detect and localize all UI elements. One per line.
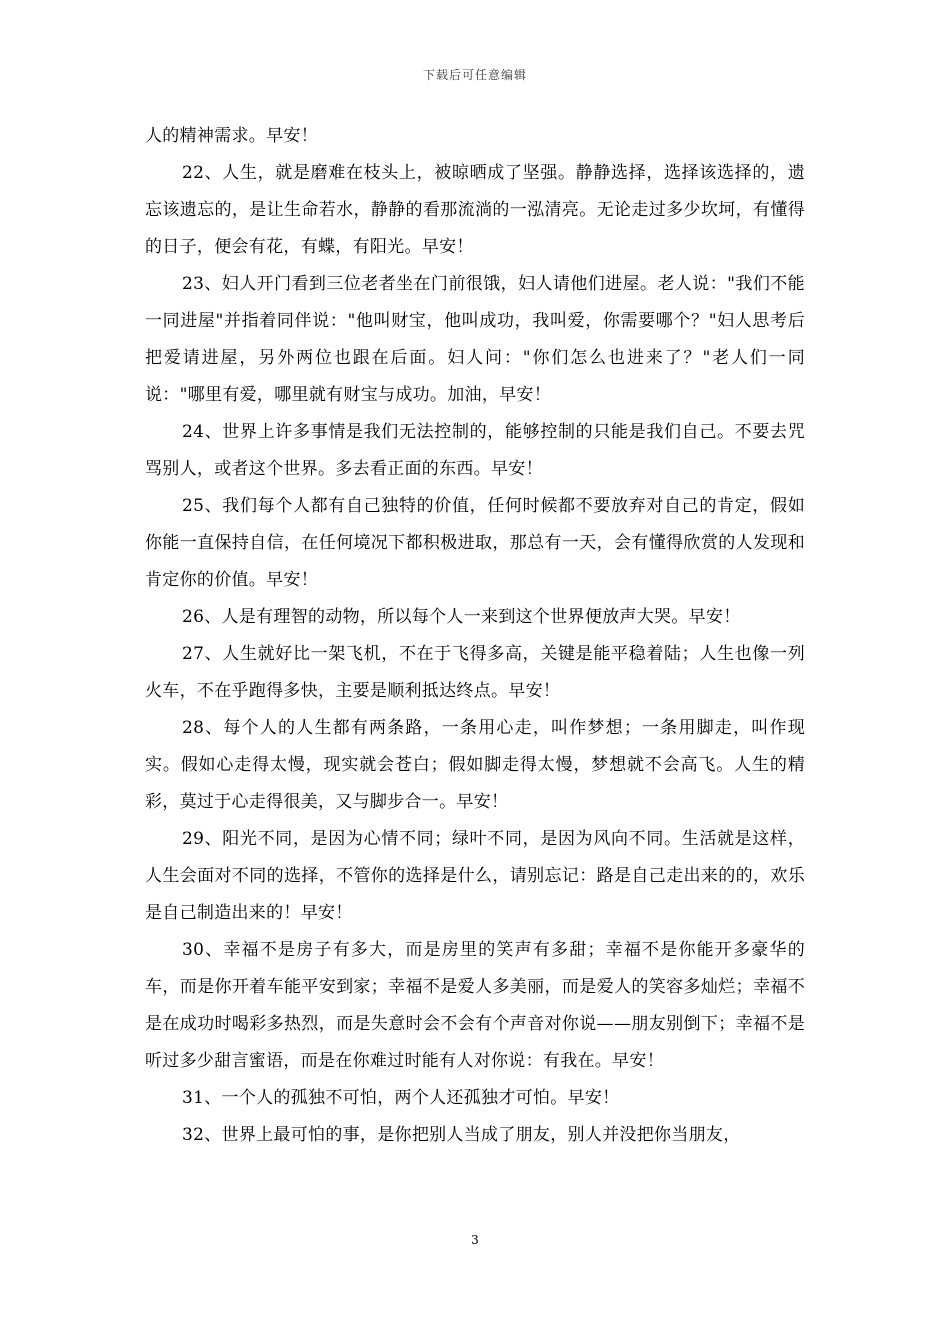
page-header: 下载后可任意编辑 [422, 68, 527, 82]
paragraph-26: 26、人是有理智的动物，所以每个人一来到这个世界便放声大哭。早安！ [182, 607, 741, 627]
paragraph-32: 32、世界上最可怕的事，是你把别人当成了朋友，别人并没把你当朋友， [182, 1125, 741, 1145]
paragraph-25: 25、我们每个人都有自己独特的价值，任何时候都不要放弃对自己的肯定，假如你能一直保持自信，在任何境况下都积极进取，那总有一天，会有懂得欣赏的人发现和肯定你的价值。早安！ [145, 496, 805, 590]
page-number: 3 [471, 1233, 479, 1247]
paragraph-22: 22、人生，就是磨难在枝头上，被晾晒成了坚强。静静选择，选择该选择的，遗忘该遗忘的，是让生命若水，静静的看那流淌的一泓清亮。无论走过多少坎坷，有懂得的日子，便会有花，有蝶，有阳光。早安！ [145, 163, 805, 257]
paragraph-27: 27、人生就好比一架飞机，不在于飞得多高，关键是能平稳着陆；人生也像一列火车，不在乎跑得多快，主要是顺利抵达终点。早安！ [145, 644, 805, 701]
document-body [145, 118, 805, 1154]
paragraph-continuation: 人的精神需求。早安！ [145, 126, 318, 146]
paragraph-28: 28、每个人的人生都有两条路，一条用心走，叫作梦想；一条用脚走，叫作现实。假如心走得太慢，现实就会苍白；假如脚走得太慢，梦想就不会高飞。人生的精彩，莫过于心走得很美，又与脚步合一。早安！ [145, 718, 805, 812]
paragraph-23: 23、妇人开门看到三位老者坐在门前很饿，妇人请他们进屋。老人说："我们不能一同进屋"并指着同伴说："他叫财宝，他叫成功，我叫爱，你需要哪个？"妇人思考后把爱请进屋，另外两位也跟在后面。妇人问："你们怎么也进来了？"老人们一同说："哪里有爱，哪里就有财宝与成功。加油，早安！ [145, 274, 805, 405]
paragraph-24: 24、世界上许多事情是我们无法控制的，能够控制的只能是我们自己。不要去咒骂别人，或者这个世界。多去看正面的东西。早安！ [145, 422, 805, 479]
paragraph-30: 30、幸福不是房子有多大，而是房里的笑声有多甜；幸福不是你能开多豪华的车，而是你开着车能平安到家；幸福不是爱人多美丽，而是爱人的笑容多灿烂；幸福不是在成功时喝彩多热烈，而是失意时会不会有个声音对你说——朋友别倒下；幸福不是听过多少甜言蜜语，而是在你难过时能有人对你说：有我在。早安！ [145, 940, 805, 1071]
paragraph-31: 31、一个人的孤独不可怕，两个人还孤独才可怕。早安！ [182, 1088, 620, 1108]
paragraph-29: 29、阳光不同，是因为心情不同；绿叶不同，是因为风向不同。生活就是这样，人生会面对不同的选择，不管你的选择是什么，请别忘记：路是自己走出来的的，欢乐是自己制造出来的！早安！ [145, 829, 805, 923]
